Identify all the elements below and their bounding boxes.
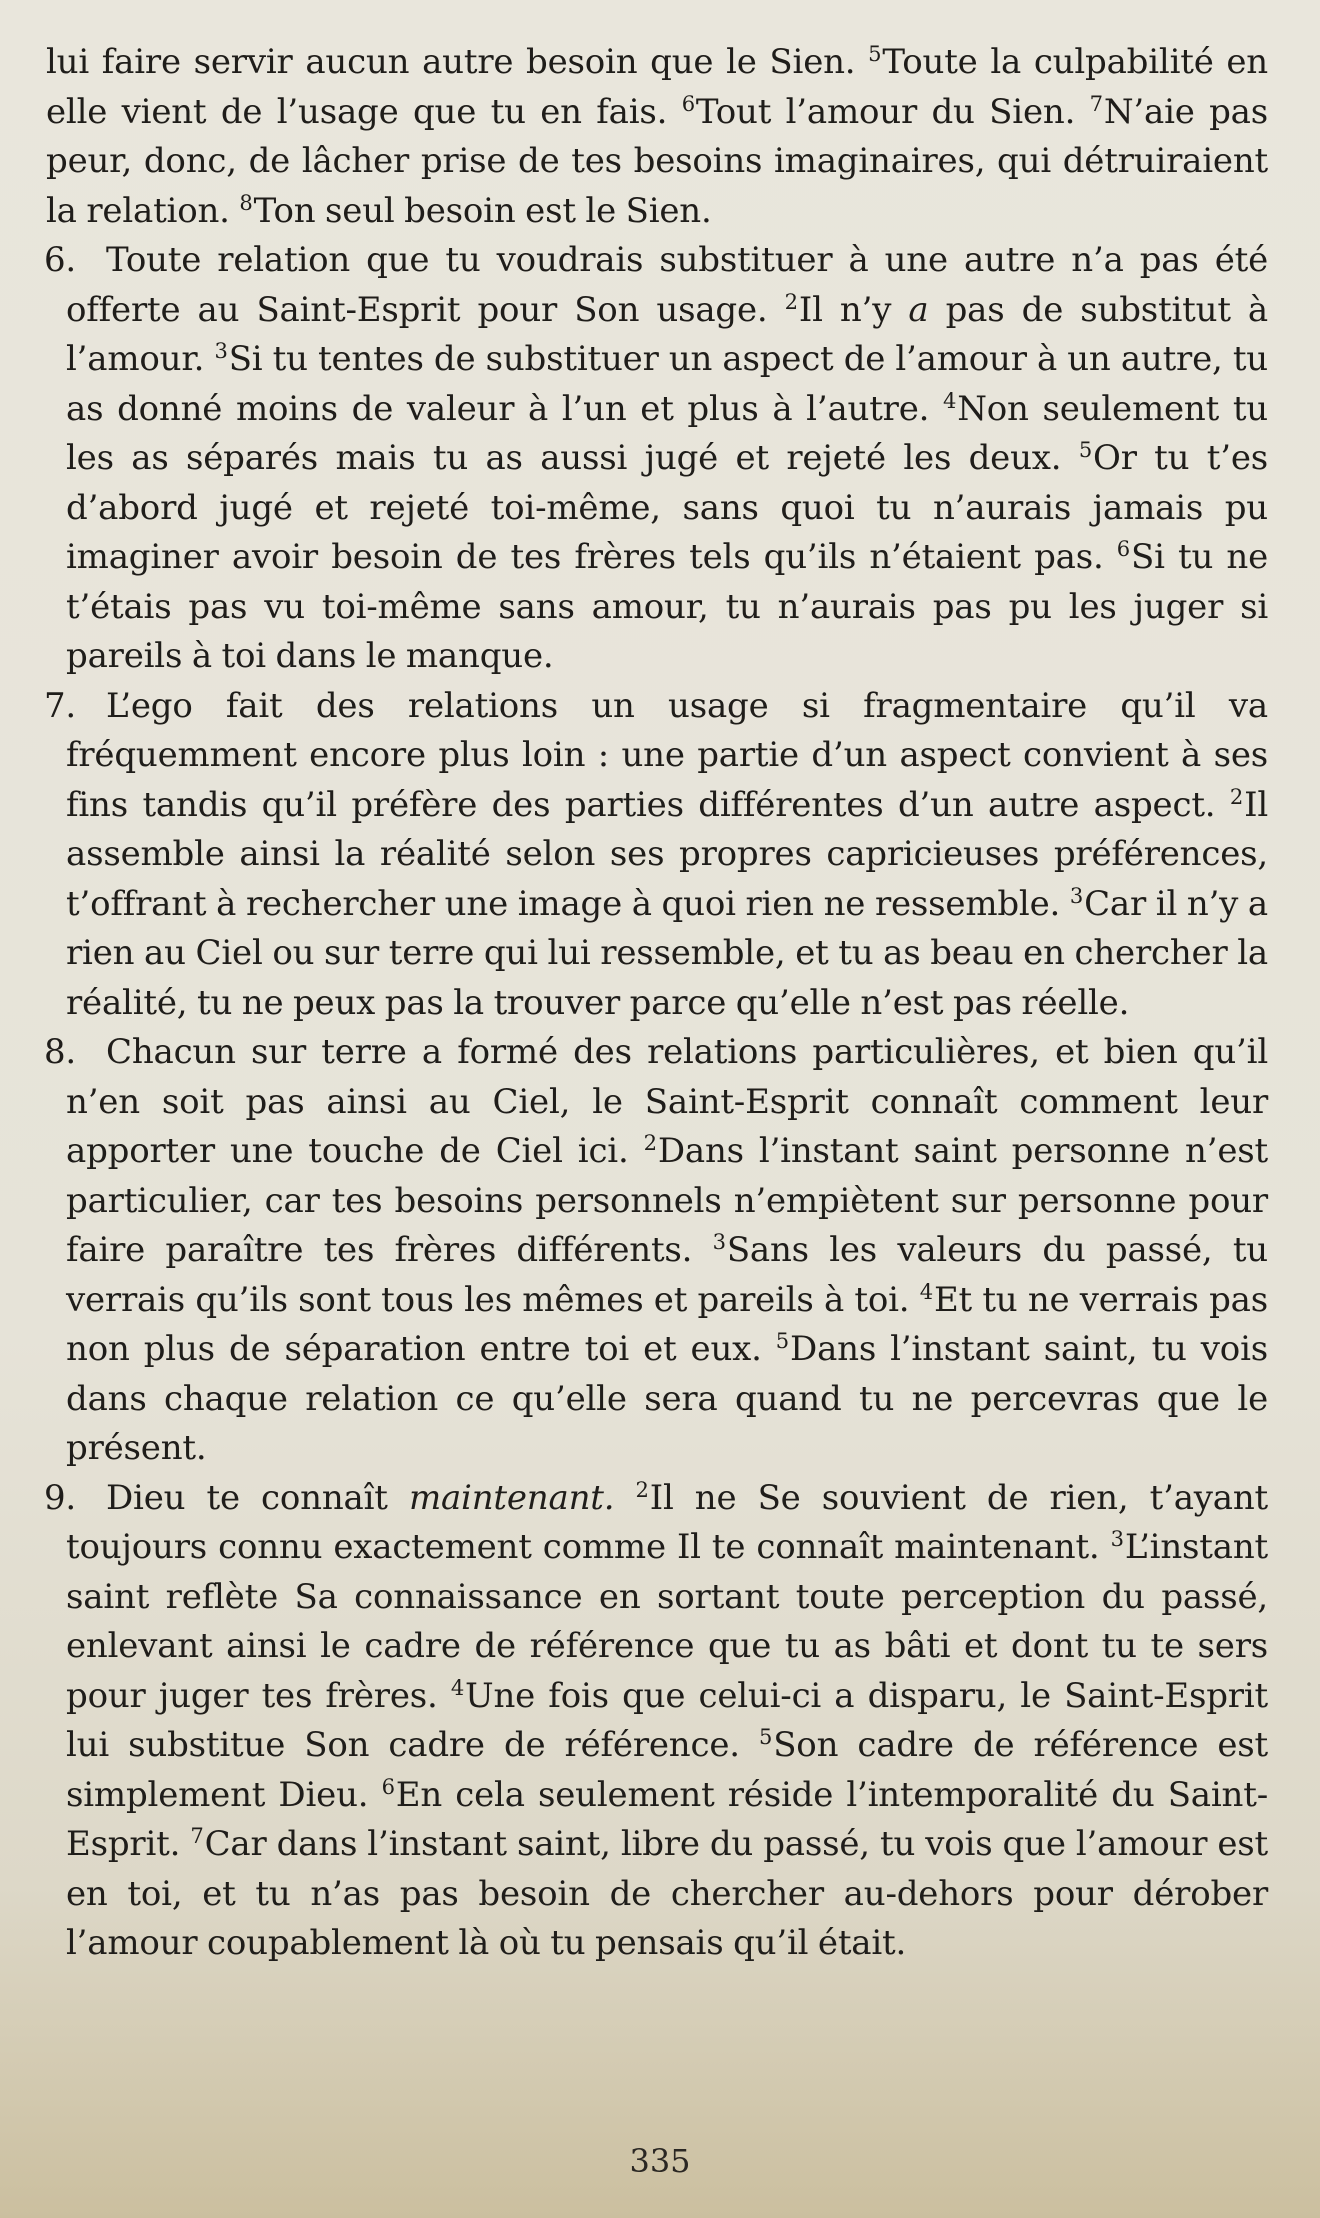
sentence: Il assemble ainsi la réalité selon ses propres capricieuses préférences, t’offrant à rechercher une image à quoi rien ne ressemble. — [66, 784, 1268, 924]
sentence: Une fois que celui-ci a disparu, le Saint-Esprit lui substitue Son cadre de référence. — [66, 1675, 1268, 1765]
sentence: Toute relation que tu voudrais substituer à une autre n’a pas été offerte au Saint-Esprit pour Son usage. — [66, 240, 1268, 330]
sentence: Dieu te connaît — [106, 1477, 409, 1518]
verse-number: 3 — [712, 1229, 726, 1255]
sentence: L’ego fait des relations un usage si fragmentaire qu’il va fréquemment encore plus loin : une partie d’un aspect convient à ses fins tandis qu’il préfère des parties différentes d’un autre aspect. — [66, 685, 1268, 825]
page-number: 335 — [629, 2142, 691, 2180]
sentence: Car dans l’instant saint, libre du passé, tu vois que l’amour est en toi, et tu n’as pas besoin de chercher au-dehors pour dérober l’amour coupablement là où tu pensais qu’il était. — [66, 1824, 1268, 1963]
emphasis: a — [908, 289, 929, 330]
paragraph-6 — [44, 236, 1268, 682]
paragraph-9 — [44, 1474, 1268, 1969]
emphasis: maintenant. — [408, 1477, 615, 1518]
page-text — [44, 38, 1268, 1969]
paragraph-number: 8. — [44, 1032, 77, 1072]
sentence: Sans les valeurs du passé, tu verrais qu’ils sont tous les mêmes et pareils à toi. — [66, 1230, 1268, 1320]
verse-number: 5 — [1078, 437, 1093, 463]
sentence: Or tu t’es d’abord jugé et rejeté toi-même, sans quoi tu n’aurais jamais pu imaginer avoir besoin de tes frères tels qu’ils n’étaient pas. — [66, 438, 1268, 577]
verse-number: 5 — [759, 1724, 773, 1750]
verse-number: 2 — [1229, 783, 1244, 809]
verse-number: 4 — [919, 1278, 933, 1304]
paragraph-number: 9. — [44, 1477, 77, 1518]
sentence: Non seulement tu les as séparés mais tu as aussi jugé et rejeté les deux. — [66, 388, 1268, 478]
verse-number: 7 — [190, 1823, 204, 1849]
sentence: Il ne Se souvient de rien, t’ayant toujours connu exactement comme Il te connaît maintenant. — [66, 1477, 1269, 1567]
sentence: Et tu ne verrais pas non plus de séparation entre toi et eux. — [66, 1279, 1268, 1369]
verse-number: 5 — [775, 1328, 790, 1354]
verse-number: 4 — [450, 1674, 465, 1700]
paragraph-continuation — [44, 38, 1268, 236]
sentence: L’instant saint reflète Sa connaissance en sortant toute perception du passé, enlevant ainsi le cadre de référence que tu as bâti et dont tu te sers pour juger tes frères. — [66, 1527, 1268, 1716]
sentence: Car il n’y a rien au Ciel ou sur terre qui lui ressemble, et tu as beau en chercher la réalité, tu ne peux pas la trouver parce qu’elle n’est pas réelle. — [66, 883, 1268, 1023]
sentence: Dans l’instant saint personne n’est particulier, car tes besoins personnels n’empiètent sur personne pour faire paraître tes frères différents. — [66, 1131, 1268, 1270]
verse-number: 2 — [635, 1476, 649, 1502]
paragraph-7 — [44, 682, 1268, 1029]
sentence: lui faire servir aucun autre besoin que le Sien. — [46, 42, 869, 82]
sentence: Son cadre de référence est simplement Dieu. — [66, 1725, 1268, 1815]
verse-number: 3 — [1110, 1526, 1124, 1552]
sentence: Il n’y — [798, 289, 909, 330]
verse-number: 2 — [784, 288, 798, 314]
sentence: Tout l’amour du Sien. — [695, 91, 1090, 132]
sentence: Si tu ne t’étais pas vu toi-même sans amour, tu n’aurais pas pu les juger si pareils à toi dans le manque. — [66, 537, 1268, 676]
verse-number: 6 — [381, 1773, 395, 1799]
paragraph-8 — [44, 1028, 1268, 1474]
sentence: N’aie pas peur, donc, de lâcher prise de tes besoins imaginaires, qui détruiraient la relation. — [46, 91, 1268, 231]
verse-number: 7 — [1089, 90, 1103, 116]
verse-number: 5 — [868, 41, 882, 67]
verse-number: 3 — [1069, 882, 1084, 908]
verse-number: 4 — [943, 387, 957, 413]
sentence: Chacun sur terre a formé des relations particulières, et bien qu’il n’en soit pas ainsi au Ciel, le Saint-Esprit connaît comment leur apporter une touche de Ciel ici. — [66, 1032, 1268, 1171]
verse-number: 3 — [214, 338, 228, 364]
paragraph-number: 7. — [44, 685, 77, 726]
verse-number: 2 — [643, 1130, 657, 1156]
verse-number: 8 — [239, 189, 253, 215]
sentence — [614, 1478, 635, 1518]
sentence: Ton seul besoin est le Sien. — [253, 190, 712, 231]
sentence: Dans l’instant saint, tu vois dans chaque relation ce qu’elle sera quand tu ne percevras que le présent. — [66, 1329, 1268, 1468]
verse-number: 6 — [1116, 536, 1131, 562]
sentence: En cela seulement réside l’intemporalité du Saint-Esprit. — [66, 1774, 1268, 1864]
sentence: pas de substitut à l’amour. — [66, 289, 1268, 379]
paragraph-number: 6. — [44, 240, 77, 280]
verse-number: 6 — [681, 90, 695, 116]
sentence: Si tu tentes de substituer un aspect de l’amour à un autre, tu as donné moins de valeur à l’un et plus à l’autre. — [66, 339, 1268, 429]
sentence: Toute la culpabilité en elle vient de l’usage que tu en fais. — [46, 42, 1268, 132]
